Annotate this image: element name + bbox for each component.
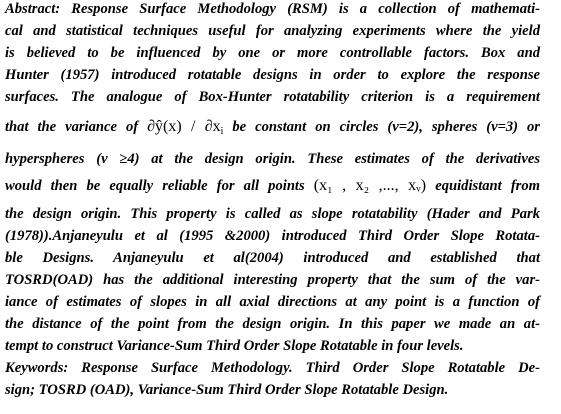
abstract-line-7: hyperspheres (v ≥4) at the design origin. These estimates of the derivatives	[5, 151, 540, 167]
derivative-formula-main: ∂ŷ(x) / ∂x	[147, 118, 221, 135]
derivative-formula	[147, 118, 223, 135]
line-6-text-before: that the variance of	[5, 119, 148, 135]
abstract-line-11: ble Designs. Anjaneyulu et al(2004) introduced and established that	[5, 250, 540, 266]
abstract-line-12: TOSRD(OAD) has the additional interesting property that the sum of the var-	[5, 272, 540, 288]
line-6-text-after: be constant on circles (v=2), spheres (v=3) or	[223, 119, 540, 135]
abstract-line-8	[5, 177, 540, 195]
line-8-text-before: would then be equally reliable for all points	[5, 178, 314, 194]
derivative-formula-subscript: i	[220, 126, 224, 137]
abstract-line-2: cal and statistical techniques useful for analyzing experiments where the yield	[5, 23, 540, 39]
points-formula: (x₁ , x₂ ,..., xᵥ)	[313, 177, 427, 194]
abstract-line-14: the distance of the point from the design origin. In this paper we made an at-	[5, 316, 540, 332]
abstract-line-5: surfaces. The analogue of Box-Hunter rotatability criterion is a requirement	[5, 89, 540, 105]
keywords-line-2: sign; TOSRD (OAD), Variance-Sum Third Order Slope Rotatable Design.	[5, 382, 449, 398]
abstract-line-9: the design origin. This property is called as slope rotatability (Hader and Park	[5, 206, 540, 222]
abstract-line-6	[5, 118, 540, 141]
abstract-line-1: Abstract: Response Surface Methodology (RSM) is a collection of mathemati-	[5, 1, 540, 17]
keywords-line-1: Keywords: Response Surface Methodology. Third Order Slope Rotatable De-	[5, 360, 540, 376]
abstract-line-4: Hunter (1957) introduced rotatable designs in order to explore the response	[5, 67, 540, 83]
abstract-line-13: iance of estimates of slopes in all axial directions at any point is a function of	[5, 294, 540, 310]
abstract-line-10: (1978)).Anjaneyulu et al (1995 &2000) introduced Third Order Slope Rotata-	[5, 228, 540, 244]
line-8-text-after: equidistant from	[426, 178, 541, 194]
abstract-line-15: tempt to construct Variance-Sum Third Order Slope Rotatable in four levels.	[5, 338, 464, 354]
abstract-line-3: is believed to be influenced by one or more controllable factors. Box and	[5, 45, 540, 61]
